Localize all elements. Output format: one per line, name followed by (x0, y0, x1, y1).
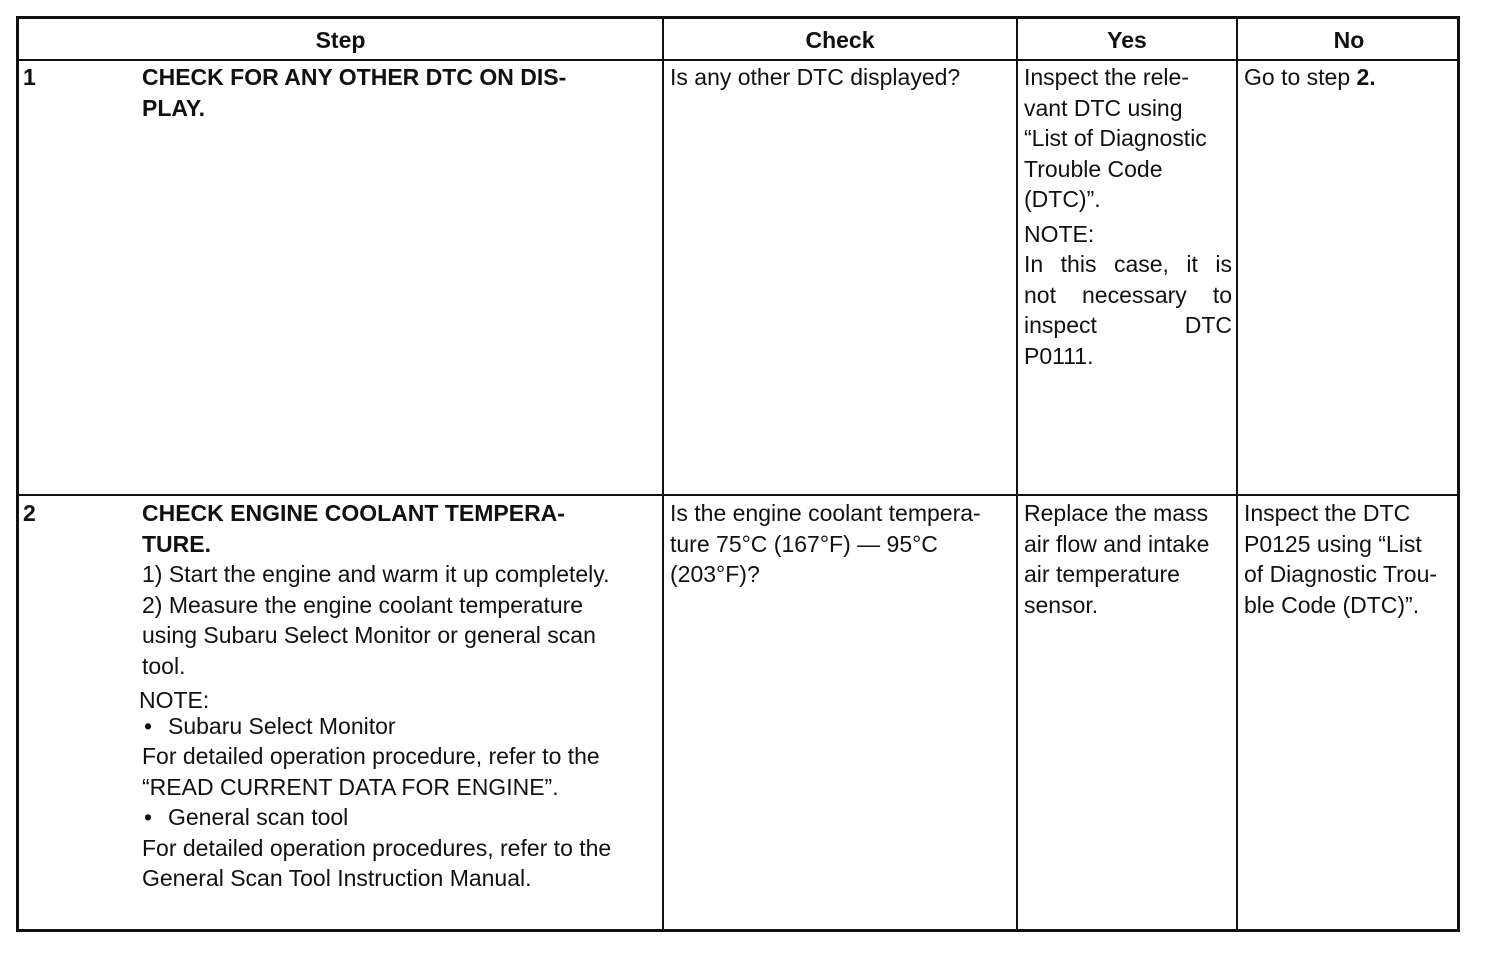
row1-no-step-ref: 2. (1356, 64, 1376, 90)
row2-title-line: TURE. (142, 530, 211, 557)
row1-yes-line: Inspect the rele- (1024, 64, 1189, 90)
diagnostic-table (16, 16, 1460, 932)
row2-no-line: P0125 using “List (1244, 530, 1422, 557)
row1-yes-note-label: NOTE: (1024, 220, 1095, 247)
header-check: Check (805, 26, 875, 53)
row1-step-number: 1 (23, 64, 36, 90)
header-no: No (1333, 26, 1365, 53)
column-divider-check-yes (1016, 19, 1018, 929)
row2-check-line: Is the engine coolant tempera- (670, 500, 981, 526)
row-divider (19, 494, 1457, 496)
row2-note-text: “READ CURRENT DATA FOR ENGINE”. (142, 773, 559, 800)
row2-substep-2: using Subaru Select Monitor or general scan (142, 622, 596, 648)
row1-yes-line: “List of Diagnostic (1024, 125, 1207, 151)
row2-note-text: For detailed operation procedure, refer to the (142, 743, 600, 769)
row2-yes-line: air temperature (1024, 561, 1180, 587)
row2-yes-line: air flow and intake (1024, 530, 1210, 557)
row1-yes-line: (DTC)”. (1024, 186, 1101, 212)
row2-yes-line: Replace the mass (1024, 500, 1209, 526)
row2-yes-line: sensor. (1024, 591, 1099, 618)
row1-yes-line: vant DTC using (1024, 94, 1183, 121)
row2-note-bullet: • Subaru Select Monitor (142, 711, 660, 742)
row2-step-content (139, 498, 660, 894)
row2-yes (1024, 498, 1232, 620)
row1-check: Is any other DTC displayed? (670, 64, 961, 90)
row2-no-line: of Diagnostic Trou- (1244, 561, 1438, 587)
row1-yes-note-line: not necessary to (1024, 281, 1232, 308)
row1-step-title (142, 62, 657, 123)
row2-substep-2: 2) Measure the engine coolant temperature (142, 591, 584, 618)
row1-title-line: PLAY. (142, 94, 206, 121)
row1-yes-note-line: P0111. (1024, 342, 1094, 369)
header-step: Step (315, 26, 366, 53)
row2-no-line: ble Code (DTC)”. (1244, 591, 1420, 618)
column-divider-step-check (662, 19, 664, 929)
row2-substep-1: 1) Start the engine and warm it up completely. (142, 561, 610, 587)
row1-yes-note-line: In this case, it is (1024, 251, 1232, 277)
row2-note-bullet: • General scan tool (142, 802, 660, 833)
row1-no-text: Go to step (1244, 64, 1357, 90)
header-yes: Yes (1107, 26, 1147, 53)
row1-title-line: CHECK FOR ANY OTHER DTC ON DIS- (142, 64, 567, 90)
row2-check-line: (203°F)? (670, 561, 760, 587)
row2-check-line: ture 75°C (167°F) — 95°C (670, 530, 938, 557)
row1-no (1244, 62, 1456, 93)
column-divider-yes-no (1236, 19, 1238, 929)
row2-no (1244, 498, 1458, 620)
row2-title-line: CHECK ENGINE COOLANT TEMPERA- (142, 500, 565, 526)
row2-step-number: 2 (23, 500, 36, 526)
row2-note-text: General Scan Tool Instruction Manual. (142, 865, 532, 891)
row2-note-label: NOTE: (139, 687, 210, 713)
row2-check (670, 498, 1014, 590)
row2-note-text: For detailed operation procedures, refer to the (142, 834, 612, 861)
row1-yes-line: Trouble Code (1024, 155, 1163, 182)
row2-substep-2: tool. (142, 652, 186, 679)
row1-yes (1024, 62, 1232, 371)
row2-no-line: Inspect the DTC (1244, 500, 1411, 526)
row1-yes-note-line: inspect DTC (1024, 312, 1232, 338)
